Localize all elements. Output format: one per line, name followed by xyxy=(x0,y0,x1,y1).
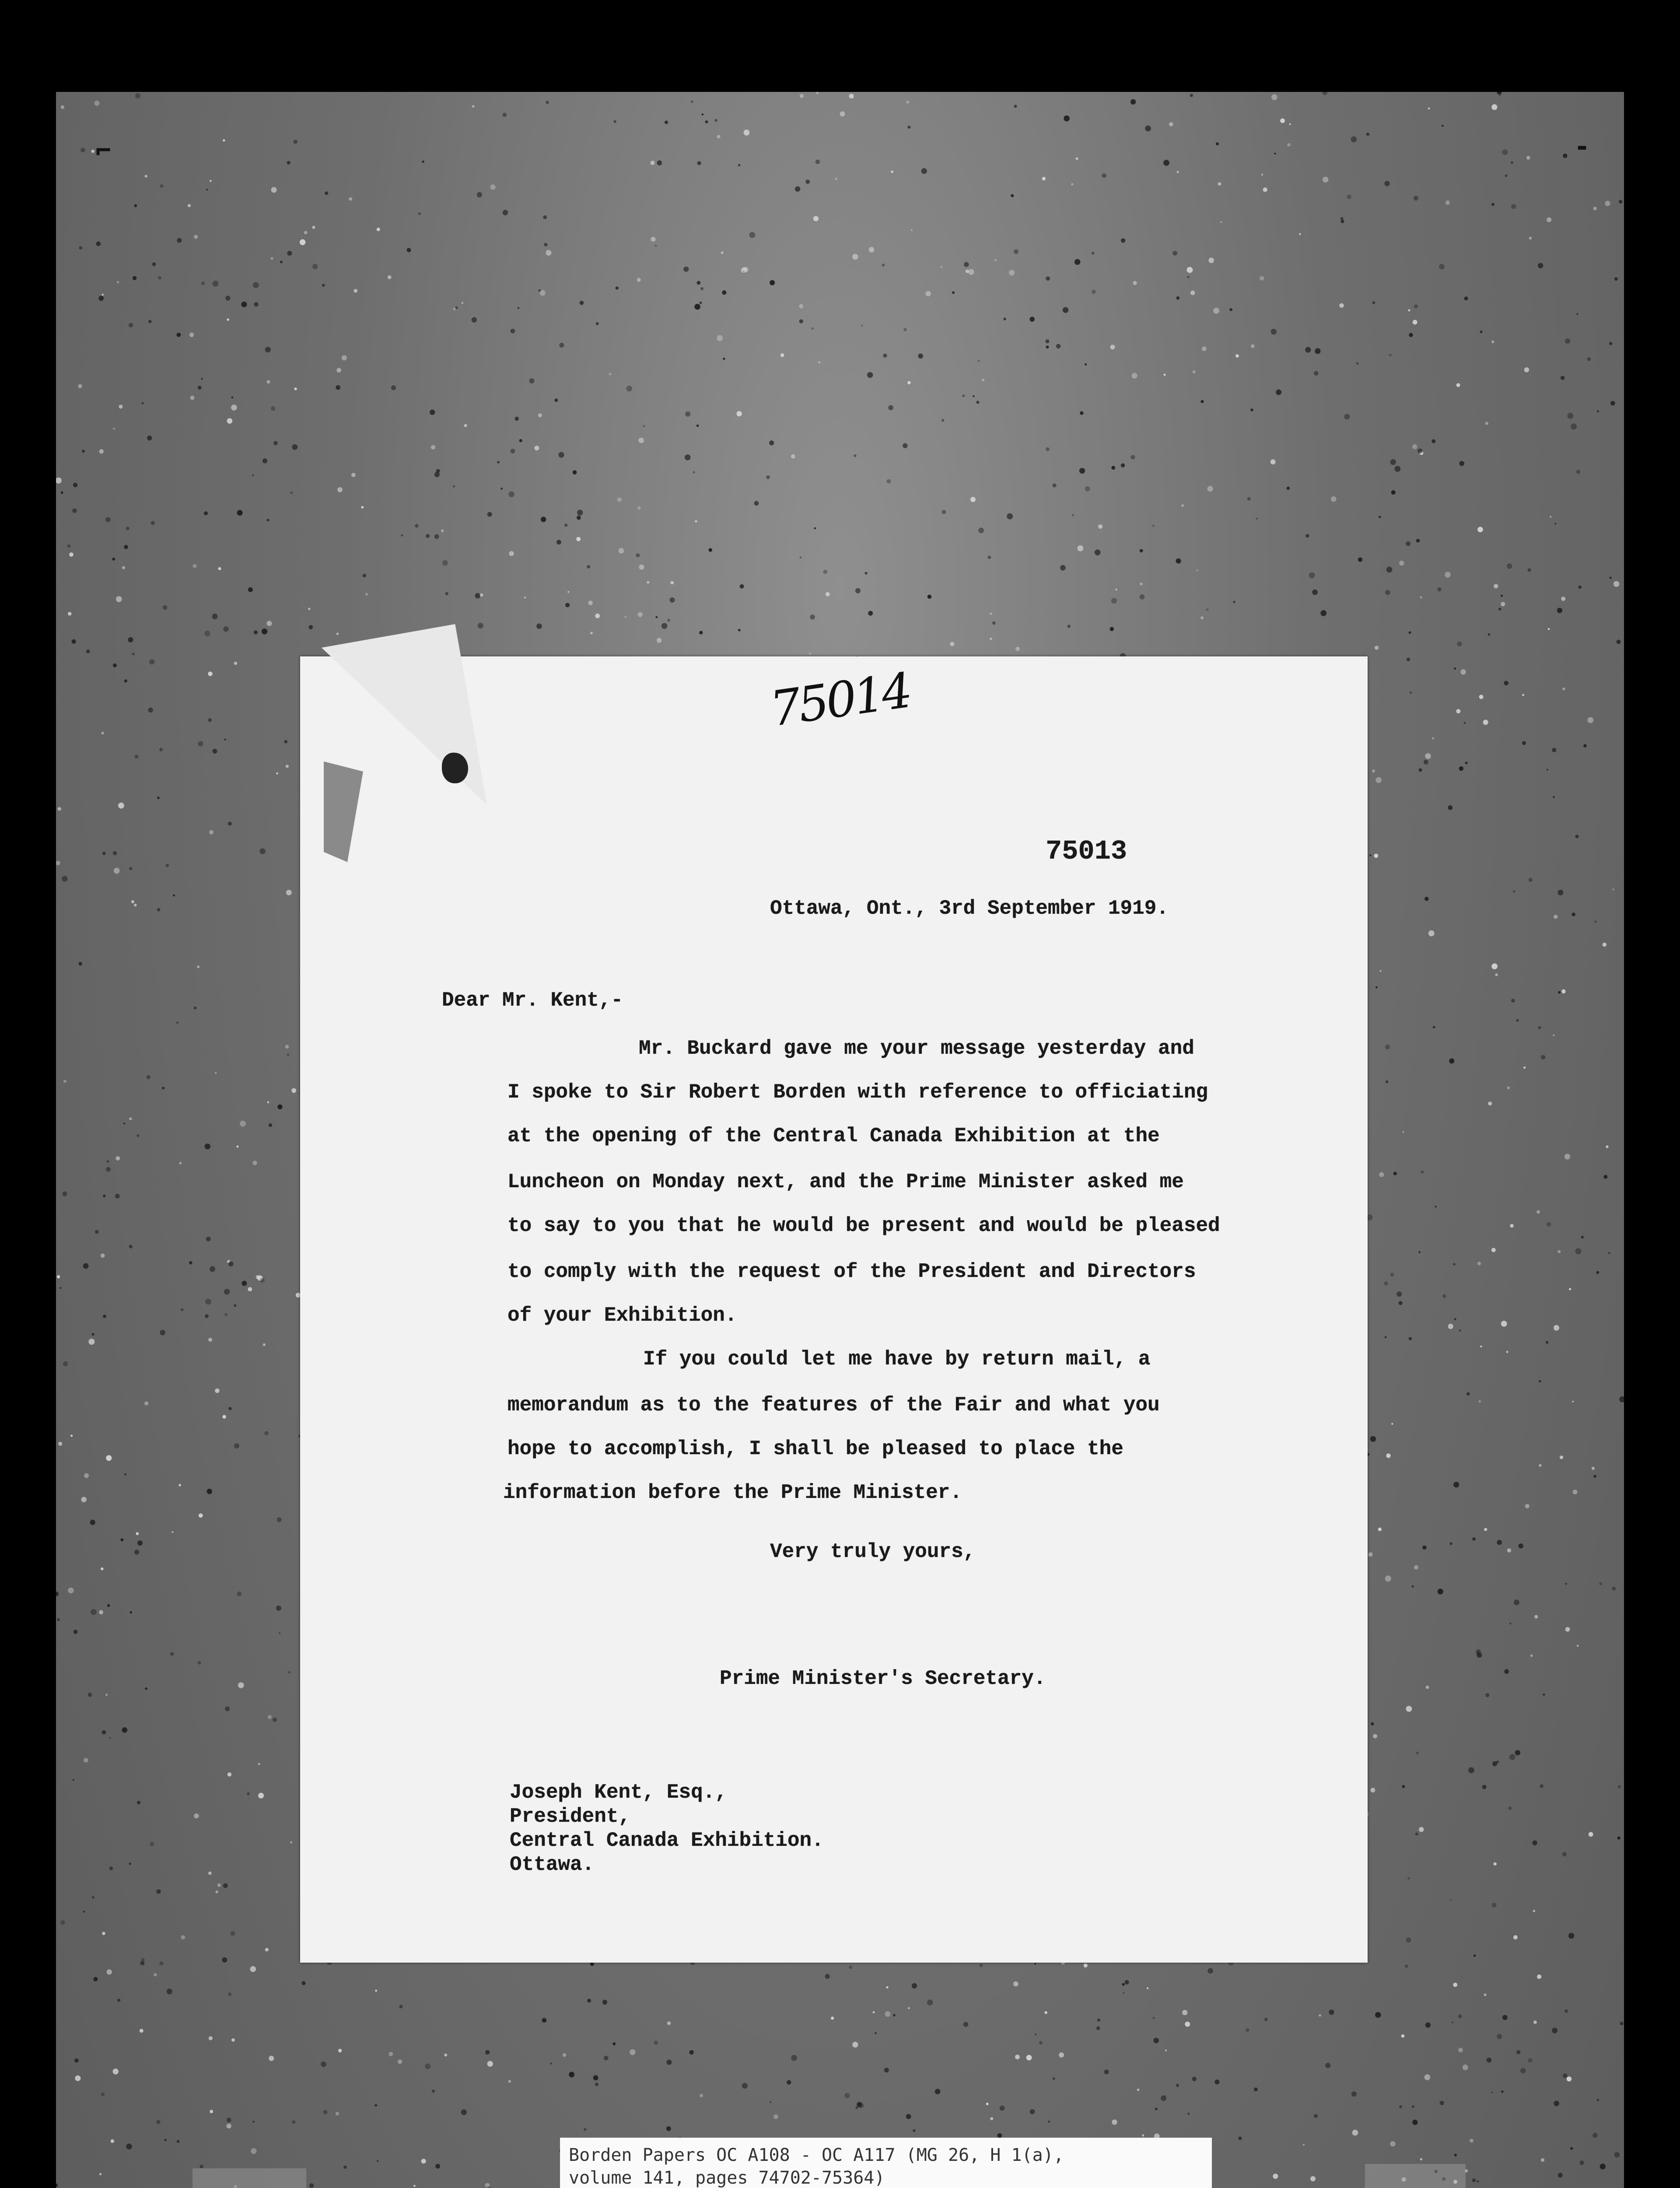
body-line-5: to say to you that he would be present and would be pleased xyxy=(508,1214,1220,1237)
caption-line-2: volume 141, pages 74702-75364) xyxy=(569,2168,885,2188)
address-line-1: Joseph Kent, Esq., xyxy=(510,1781,727,1804)
address-line-4: Ottawa. xyxy=(510,1853,595,1876)
stamped-page-number: 75013 xyxy=(1046,836,1127,867)
corner-mark-top-left: ⌐ xyxy=(95,136,112,166)
tape-strip-left xyxy=(192,2168,306,2188)
dateline: Ottawa, Ont., 3rd September 1919. xyxy=(770,897,1169,920)
body-line-7: of your Exhibition. xyxy=(508,1304,737,1327)
body-line-11: information before the Prime Minister. xyxy=(503,1481,962,1504)
address-line-2: President, xyxy=(510,1805,631,1828)
tape-strip-right xyxy=(1365,2164,1466,2188)
closing: Very truly yours, xyxy=(770,1540,976,1563)
body-line-1: Mr. Buckard gave me your message yesterday and xyxy=(639,1037,1194,1060)
body-line-10: hope to accomplish, I shall be pleased to place the xyxy=(508,1438,1124,1460)
body-line-9: memorandum as to the features of the Fair and what you xyxy=(508,1394,1160,1417)
source-caption xyxy=(560,2138,1212,2188)
body-line-8: If you could let me have by return mail, a xyxy=(643,1348,1151,1371)
corner-mark-top-right: - xyxy=(1574,131,1590,162)
body-line-4: Luncheon on Monday next, and the Prime Minister asked me xyxy=(508,1171,1184,1193)
body-line-3: at the opening of the Central Canada Exhibition at the xyxy=(508,1125,1160,1147)
body-line-6: to comply with the request of the President and Directors xyxy=(508,1260,1196,1283)
address-line-3: Central Canada Exhibition. xyxy=(510,1829,824,1852)
caption-line-1: Borden Papers OC A108 - OC A117 (MG 26, H 1(a), xyxy=(569,2145,1064,2165)
letter-page xyxy=(300,656,1368,1963)
salutation: Dear Mr. Kent,- xyxy=(442,989,623,1012)
body-line-2: I spoke to Sir Robert Borden with reference to officiating xyxy=(508,1081,1208,1104)
punch-hole xyxy=(442,753,468,783)
handwritten-page-number: 75014 xyxy=(766,662,914,737)
signature-title: Prime Minister's Secretary. xyxy=(720,1667,1046,1690)
